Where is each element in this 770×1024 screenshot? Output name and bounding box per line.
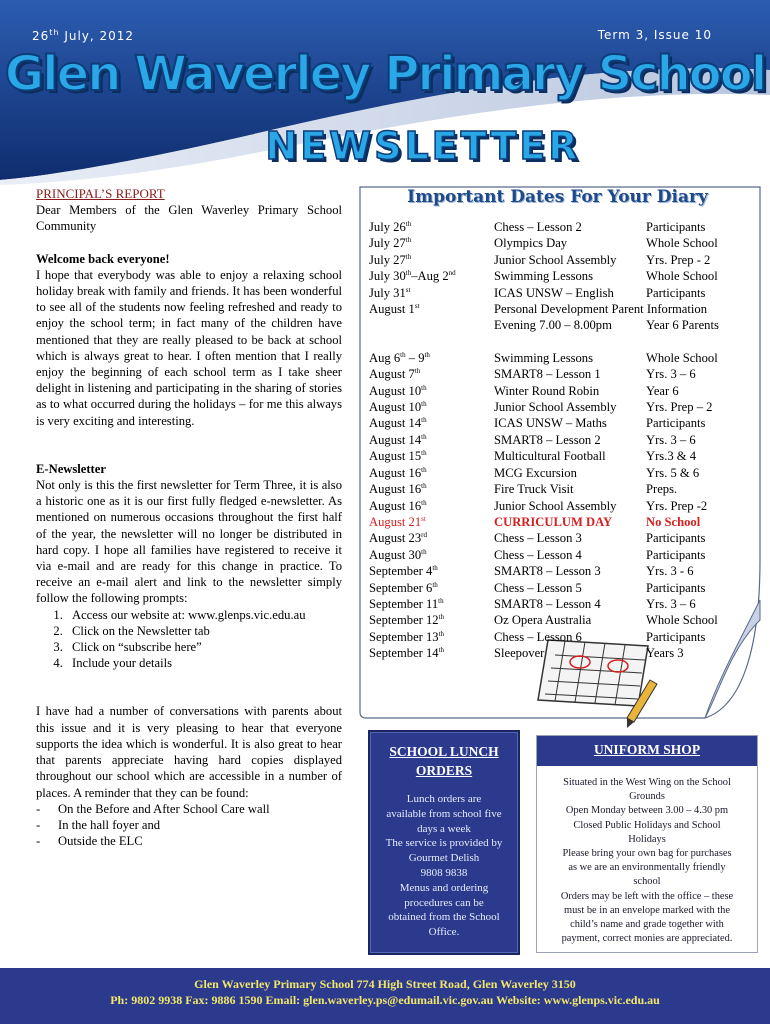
diary-event: ICAS UNSW – English [494, 285, 614, 300]
diary-audience: Year 6 Parents [646, 318, 719, 333]
subscribe-step: 4. Include your details [66, 655, 342, 671]
diary-audience: Yrs. Prep -2 [646, 498, 708, 513]
diary-date: July 27th [369, 236, 412, 251]
diary-event: SMART8 – Lesson 3 [494, 564, 601, 579]
diary-audience: Participants [646, 629, 706, 644]
diary-date: July 31st [369, 285, 411, 300]
diary-audience: Yrs. Prep - 2 [646, 252, 711, 267]
diary-date: August 30th [369, 547, 427, 562]
diary-audience: No School [646, 514, 701, 529]
diary-date: July 26th [369, 219, 412, 234]
diary-date: August 10th [369, 399, 427, 415]
enewsletter-heading: E-Newsletter [36, 461, 106, 476]
diary-row [369, 301, 759, 317]
school-lunch-box [368, 730, 520, 955]
diary-event: Multicultural Football [494, 449, 606, 464]
diary-event: SMART8 – Lesson 1 [494, 367, 601, 382]
diary-event: Oz Opera Australia [494, 613, 592, 628]
diary-audience: Year 6 [646, 383, 679, 398]
diary-event: Olympics Day [494, 236, 568, 251]
diary-date: September 12th [369, 613, 445, 628]
diary-event: Junior School Assembly [494, 498, 617, 513]
diary-audience: Whole School [646, 236, 718, 251]
diary-row [369, 563, 759, 579]
diary-audience: Participants [646, 285, 706, 300]
subscribe-step: 3. Click on “subscribe here” [66, 639, 342, 655]
diary-date: August 7th [369, 367, 421, 382]
diary-event: Chess – Lesson 2 [494, 220, 582, 234]
diary-date: August 21st [369, 514, 426, 529]
diary-row [369, 629, 759, 645]
newsletter-locations [36, 801, 342, 850]
location-item: - Outside the ELC [36, 833, 342, 849]
diary-date: August 1st [369, 301, 420, 317]
diary-row-highlight [369, 514, 759, 530]
diary-event: CURRICULUM DAY [494, 514, 613, 529]
diary-audience: Preps. [646, 482, 678, 497]
diary-event: Sleepover [494, 646, 545, 661]
diary-row [369, 580, 759, 596]
diary-date: August 16th [369, 481, 427, 497]
uniform-details: Situated in the West Wing on the School Grounds Open Monday between 3.00 – 4.30 pm Closed Public Holidays and School Holidays Please bring your own bag for purchases as we are an environmentally friendly school Orders may be left with the office – these must be in an envelope marked with the child’s name and grade together with payment, correct monies are appreciated. [560, 777, 734, 945]
diary-row [369, 268, 759, 284]
lunch-title: SCHOOL LUNCH ORDERS [389, 744, 499, 778]
diary-event: Chess – Lesson 5 [494, 580, 582, 595]
footer-address: Glen Waverley Primary School 774 High Street Road, Glen Waverley 3150 [194, 977, 576, 991]
diary-row [369, 530, 759, 546]
welcome-heading: Welcome back everyone! [36, 251, 170, 266]
diary-event: ICAS UNSW – Maths [494, 416, 607, 431]
diary-date: September 4th [369, 563, 438, 579]
diary-audience: Years 3 [646, 646, 684, 661]
diary-event: Chess – Lesson 3 [494, 531, 582, 546]
diary-row [369, 596, 759, 612]
welcome-paragraph: I hope that everybody was able to enjoy a relaxing school holiday break with family and friends. It has been wonderful to see all of the students now feeling refreshed and ready to enjoy the school term; in fact many of the children have mentioned that they are really pleased to be back at school which is always great to hear. I often mention that I really enjoy the beginning of each school term as I take sheer delight in listening and participating in the sharing of stories as to what occurred during the holidays – for me this always is very exciting and interesting. [36, 267, 342, 428]
diary-date: August 10th [369, 383, 427, 398]
subscribe-step: 2. Click on the Newsletter tab [66, 623, 342, 639]
diary-date: August 23rd [369, 531, 427, 546]
footer-contacts: Ph: 9802 9938 Fax: 9886 1590 Email: glen.waverley.ps@edumail.vic.gov.au Website: www.glenps.vic.edu.au [110, 993, 660, 1007]
diary-event: Chess – Lesson 6 [494, 629, 582, 644]
diary-row [369, 432, 759, 448]
diary-row [369, 317, 759, 333]
diary-row [369, 645, 759, 661]
enewsletter-paragraph: Not only is this the first newsletter for Term Three, it is also a historic one as it is our first fully fledged e-newsletter. As mentioned on numerous occasions throughout the first half of the year, the newsletter will no longer be distributed in hard copy. I hope all families have registered to receive it via e-mail and are ready for this change in practice. To receive an e-mail alert and link to the newsletter simply follow the following prompts: [36, 478, 342, 606]
diary-audience: Participants [646, 416, 706, 431]
diary-audience: Whole School [646, 350, 718, 365]
diary-event: Junior School Assembly [494, 400, 617, 415]
diary-event: Fire Truck Visit [494, 482, 574, 497]
diary-audience: Participants [646, 531, 706, 546]
diary-event: Junior School Assembly [494, 252, 617, 267]
diary-audience: Yrs. 3 – 6 [646, 596, 696, 611]
diary-row [369, 235, 759, 251]
issue-number: Term 3, Issue 10 [597, 28, 712, 42]
diary-row [369, 465, 759, 481]
diary-date: September 6th [369, 580, 438, 595]
diary-audience: Whole School [646, 613, 718, 628]
diary-audience: Yrs.3 & 4 [646, 449, 697, 464]
diary-row [369, 350, 759, 366]
diary-row [369, 415, 759, 431]
diary-row [369, 383, 759, 399]
diary-audience: Participants [646, 547, 706, 562]
location-item: - In the hall foyer and [36, 817, 342, 833]
diary-date: August 16th [369, 465, 427, 480]
diary-row [369, 366, 759, 382]
conversations-paragraph: I have had a number of conversations with parents about this issue and it is very pleasing to hear that everyone supports the idea which is wonderful. It is also great to hear that parents appreciate having hard copies displayed throughout our school which are accessible in a number of places. A reminder that they can be found: [36, 704, 342, 800]
diary-row [369, 219, 759, 235]
diary-event: MCG Excursion [494, 465, 577, 480]
diary-audience: Participants [646, 580, 706, 595]
diary-row [369, 612, 759, 628]
diary-row [369, 285, 759, 301]
diary-date: July 30th–Aug 2nd [369, 269, 456, 284]
diary-date: September 14th [369, 645, 445, 661]
greeting: Dear Members of the Glen Waverley Primary School Community [36, 203, 342, 234]
diary-audience: Yrs. 3 - 6 [646, 564, 694, 579]
uniform-title: UNIFORM SHOP [593, 742, 701, 757]
diary-heading: Important Dates For Your Diary [407, 187, 708, 207]
diary-date: September 11th [369, 596, 444, 611]
diary-event: Evening 7.00 – 8.00pm [494, 318, 612, 333]
lunch-details: Lunch orders are available from school five days a week The service is provided by Gourmet Delish 9808 9838 Menus and ordering procedures can be obtained from the School Office. [385, 793, 503, 939]
diary-event: Swimming Lessons [494, 350, 594, 365]
diary-event: Swimming Lessons [494, 269, 594, 284]
diary-date: August 16th [369, 498, 427, 513]
diary-date: August 14th [369, 416, 427, 431]
diary-audience: Yrs. 5 & 6 [646, 465, 700, 480]
diary-audience: Participants [646, 220, 706, 234]
issue-date: 26th July, 2012 [32, 28, 135, 43]
diary-event: SMART8 – Lesson 4 [494, 596, 601, 611]
diary-event: Winter Round Robin [494, 383, 600, 398]
diary-row [369, 399, 759, 415]
diary-event: SMART8 – Lesson 2 [494, 432, 601, 447]
footer [0, 968, 770, 1024]
diary-table [369, 219, 759, 662]
newsletter-title: NEWSLETTER [265, 124, 581, 168]
diary-row [369, 547, 759, 563]
diary-date: July 27th [369, 252, 412, 267]
location-item: - On the Before and After School Care wall [36, 801, 342, 817]
principal-report-heading: PRINCIPAL’S REPORT [36, 186, 165, 201]
diary-audience: Yrs. 3 – 6 [646, 367, 696, 382]
diary-row [369, 498, 759, 514]
diary-audience: Yrs. 3 – 6 [646, 432, 696, 447]
diary-row [369, 252, 759, 268]
diary-row [369, 448, 759, 464]
diary-date: September 13th [369, 629, 445, 644]
diary-date: Aug 6th – 9th [369, 350, 430, 365]
uniform-shop-box [536, 735, 758, 953]
diary-event: Chess – Lesson 4 [494, 547, 582, 562]
diary-audience: Yrs. Prep – 2 [646, 400, 713, 415]
diary-spacer [369, 334, 759, 350]
diary-event: Personal Development Parent Information [494, 302, 707, 317]
diary-date: August 14th [369, 432, 427, 447]
diary-date: August 15th [369, 449, 427, 464]
school-name: Glen Waverley Primary School [4, 46, 766, 102]
subscribe-step: 1. Access our website at: www.glenps.vic.edu.au [66, 607, 342, 623]
diary-row [369, 481, 759, 497]
diary-audience: Whole School [646, 269, 718, 284]
